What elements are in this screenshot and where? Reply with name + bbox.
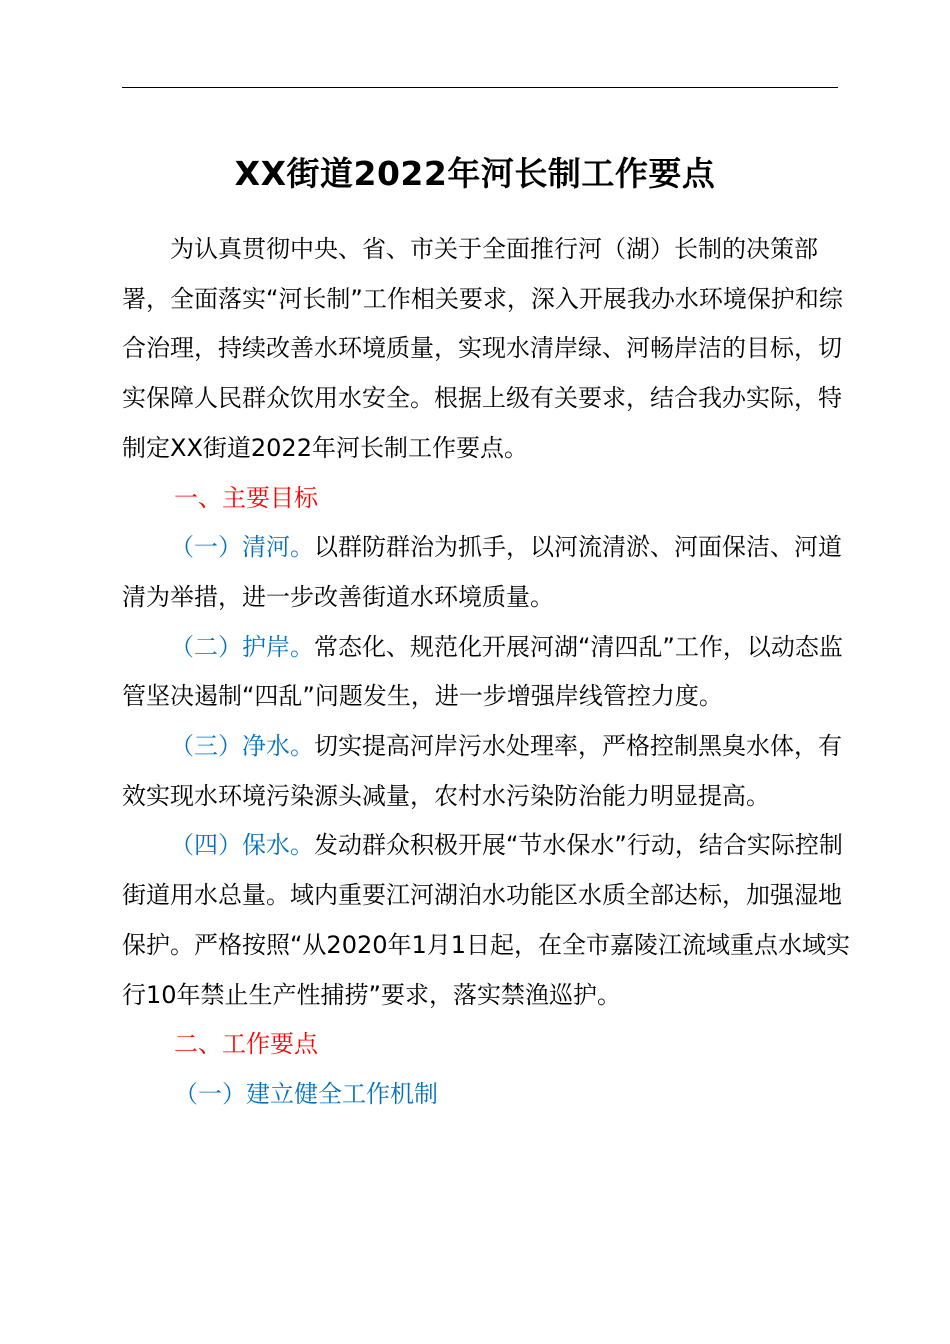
document-title: XX街道2022年河长制工作要点 [234, 154, 716, 193]
goal-item-clean-water [122, 722, 852, 821]
goal-label: （二）护岸。 [170, 632, 314, 661]
intro-paragraph: 为认真贯彻中央、省、市关于全面推行河（湖）长制的决策部署，全面落实“河长制”工作相关要求，深入开展我办水环境保护和综合治理，持续改善水环境质量，实现水清岸绿、河畅岸洁的目标，切实保障人民群众饮用水安全。根据上级有关要求，结合我办实际，特制定XX街道2022年河长制工作要点。 [122, 235, 843, 462]
goal-text: 切实提高河岸污水处理率，严格控制黑臭水体，有效实现水环境污染源头减量，农村水污染防治能力明显提高。 [122, 732, 842, 810]
goal-label: （三）净水。 [170, 732, 314, 761]
goal-text: 发动群众积极开展“节水保水”行动，结合实际控制街道用水总量。域内重要江河湖泊水功能区水质全部达标，加强湿地保护。严格按照“从2020年1月1日起，在全市嘉陵江流域重点水域实行10年禁止生产性捕捞”要求，落实禁渔巡护。 [122, 831, 851, 1009]
goal-item-conserve-water [122, 821, 852, 1020]
goal-item-protect-bank [122, 623, 852, 722]
goal-text: 常态化、规范化开展河湖“清四乱”工作，以动态监管坚决遏制“四乱”问题发生，进一步增强岸线管控力度。 [122, 632, 843, 711]
goal-label: （一）清河。 [170, 533, 314, 562]
document-body [122, 225, 852, 1120]
section-heading-main-goals: 一、主要目标 [174, 483, 318, 512]
goal-text: 以群防群治为抓手，以河流清淤、河面保洁、河道清为举措，进一步改善街道水环境质量。 [122, 533, 842, 611]
header-rule [122, 87, 838, 88]
sub-heading-work-mechanism: （一）建立健全工作机制 [174, 1079, 438, 1108]
goal-label: （四）保水。 [170, 831, 314, 860]
section-heading-work-points: 二、工作要点 [174, 1030, 318, 1059]
goal-item-clear-river [122, 523, 852, 622]
